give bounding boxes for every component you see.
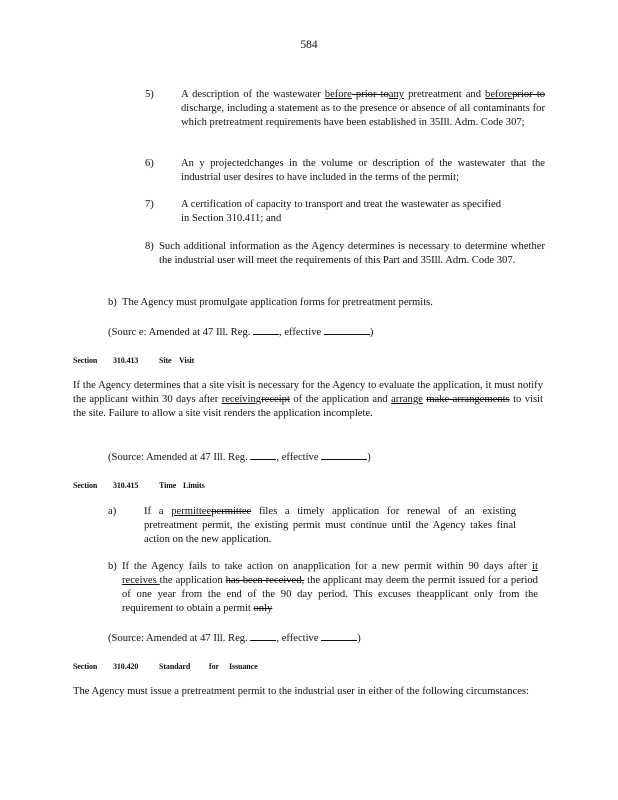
source-note: (Sourc e: Amended at 47 Ill. Reg. , effective ) xyxy=(108,324,538,340)
item-text: A certification of capacity to transport and treat the wastewater as specified in Section 310.411; and xyxy=(181,199,501,224)
section-heading-310-413: Section 310.413 Site Visit xyxy=(73,356,195,365)
item-text: If the Agency fails to take action on anapplication for a new permit within 90 days after it receives the application has been received, the applicant may deem the permit issued for a period of one year from the end of the 90 day period. This excuses theapplicant only from the requirement to obtain a permit only xyxy=(122,561,538,614)
paragraph-310-413 xyxy=(73,379,543,421)
list-item-b xyxy=(108,560,538,616)
item-text: Such additional information as the Agency determines is necessary to determine whether the industrial user will meet the requirements of this Part and 35Ill. Adm. Code 307. xyxy=(159,241,545,266)
paragraph-310-420: The Agency must issue a pretreatment permit to the industrial user in either of the following circumstances: xyxy=(73,686,529,697)
blank-line xyxy=(321,449,367,460)
blank-line xyxy=(250,630,276,641)
item-number: 7) xyxy=(145,199,154,210)
blank-line xyxy=(324,324,370,335)
item-number: 6) xyxy=(145,158,154,169)
deleted-text: prior to xyxy=(351,89,389,100)
list-item-7 xyxy=(145,198,545,226)
deleted-text: receipt xyxy=(261,394,290,405)
item-number: a) xyxy=(108,506,117,517)
list-item-8 xyxy=(145,240,545,268)
inserted-text: before xyxy=(485,89,513,100)
item-number: b) xyxy=(108,561,117,572)
page-number: 584 xyxy=(300,39,318,51)
deleted-text: permittee xyxy=(211,506,252,517)
source-note: (Source: Amended at 47 Ill. Reg. , effective ) xyxy=(108,630,538,646)
inserted-text: before xyxy=(324,89,352,100)
item-number: b) xyxy=(108,297,117,308)
list-item-5 xyxy=(145,88,545,130)
blank-line xyxy=(250,449,276,460)
item-text: An y projectedchanges in the volume or description of the wastewater that the industrial user desires to have included in the terms of the permit; xyxy=(181,158,545,183)
deleted-text: only xyxy=(253,603,273,614)
inserted-text: receiving xyxy=(221,394,262,405)
item-text: The Agency must promulgate application forms for pretreatment permits. xyxy=(122,297,433,308)
inserted-text: permittee xyxy=(171,506,212,517)
inserted-text: any xyxy=(388,89,405,100)
inserted-text: arrange xyxy=(391,394,423,405)
source-note: (Source: Amended at 47 Ill. Reg. , effective ) xyxy=(108,449,538,465)
item-text: A description of the wastewater before prior toany pretreatment and beforeprior to discharge, including a statement as to the presence or absence of all contaminants for which pretreatment requirements have been established in 35Ill. Adm. Code 307; xyxy=(181,89,545,128)
item-text: If a permitteepermittee files a timely application for renewal of an existing pretreatment permit, the existing permit must continue until the Agency takes final action on the new application. xyxy=(144,506,516,545)
inserted-text: it receives xyxy=(122,561,538,586)
blank-line xyxy=(321,630,357,641)
section-heading-310-420: Section 310.420 Standard for Issuance xyxy=(73,662,258,671)
list-item-b xyxy=(108,296,538,310)
deleted-text: make arrangements xyxy=(426,394,510,405)
item-number: 5) xyxy=(145,89,154,100)
blank-line xyxy=(253,324,279,335)
item-number: 8) xyxy=(145,241,154,252)
list-item-a xyxy=(108,505,538,547)
paragraph-text: If the Agency determines that a site visit is necessary for the Agency to evaluate the application, it must notify the applicant within 30 days after receivingreceipt of the application and arrange make arrangements to visit the site. Failure to allow a site visit renders the application incomplete. xyxy=(73,380,543,419)
section-heading-310-415: Section 310.415 Time Limits xyxy=(73,481,205,490)
list-item-6 xyxy=(145,157,545,185)
deleted-text: prior to xyxy=(512,89,545,100)
deleted-text: has been received, xyxy=(225,575,305,586)
